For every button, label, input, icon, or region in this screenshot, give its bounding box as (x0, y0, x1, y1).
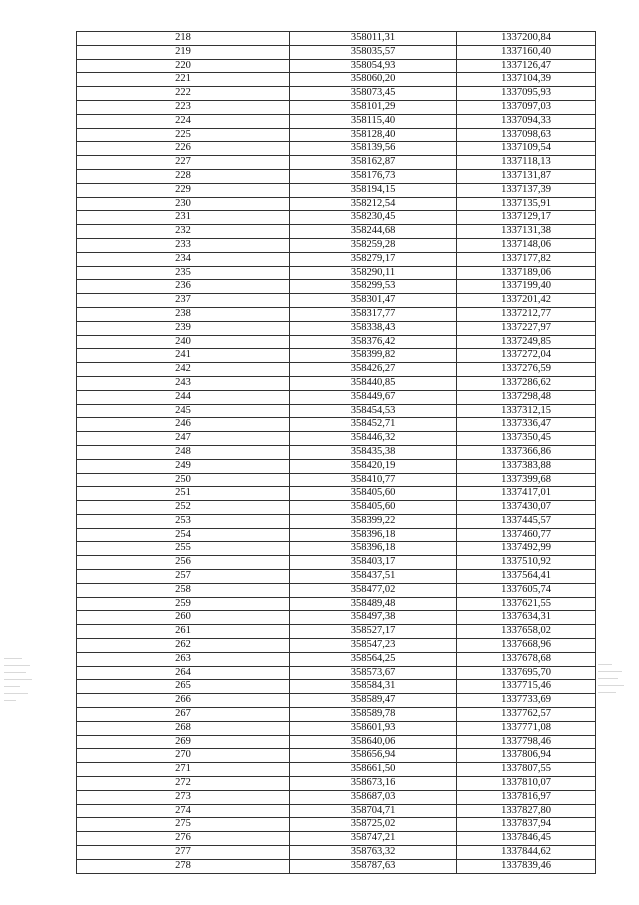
point-number-cell: 270 (77, 749, 290, 763)
point-number-cell: 271 (77, 763, 290, 777)
y-coordinate-cell: 1337762,57 (457, 708, 596, 722)
x-coordinate-cell: 358435,38 (290, 445, 457, 459)
x-coordinate-cell: 358139,56 (290, 142, 457, 156)
table-row (77, 542, 596, 556)
point-number-cell: 260 (77, 611, 290, 625)
x-coordinate-cell: 358035,57 (290, 45, 457, 59)
y-coordinate-cell: 1337131,38 (457, 225, 596, 239)
point-number-cell: 274 (77, 804, 290, 818)
y-coordinate-cell: 1337350,45 (457, 432, 596, 446)
y-coordinate-cell: 1337109,54 (457, 142, 596, 156)
table-row (77, 611, 596, 625)
y-coordinate-cell: 1337118,13 (457, 156, 596, 170)
x-coordinate-cell: 358420,19 (290, 459, 457, 473)
y-coordinate-cell: 1337810,07 (457, 777, 596, 791)
x-coordinate-cell: 358396,18 (290, 542, 457, 556)
x-coordinate-cell: 358426,27 (290, 363, 457, 377)
table-row (77, 832, 596, 846)
point-number-cell: 273 (77, 790, 290, 804)
point-number-cell: 255 (77, 542, 290, 556)
y-coordinate-cell: 1337336,47 (457, 418, 596, 432)
x-coordinate-cell: 358399,82 (290, 349, 457, 363)
table-row (77, 100, 596, 114)
point-number-cell: 263 (77, 652, 290, 666)
point-number-cell: 267 (77, 708, 290, 722)
point-number-cell: 254 (77, 528, 290, 542)
point-number-cell: 262 (77, 639, 290, 653)
coordinates-table-body (77, 32, 596, 874)
y-coordinate-cell: 1337846,45 (457, 832, 596, 846)
point-number-cell: 269 (77, 735, 290, 749)
table-row (77, 404, 596, 418)
table-row (77, 694, 596, 708)
point-number-cell: 249 (77, 459, 290, 473)
y-coordinate-cell: 1337417,01 (457, 487, 596, 501)
y-coordinate-cell: 1337137,39 (457, 183, 596, 197)
point-number-cell: 247 (77, 432, 290, 446)
point-number-cell: 218 (77, 32, 290, 46)
table-row (77, 763, 596, 777)
x-coordinate-cell: 358259,28 (290, 238, 457, 252)
x-coordinate-cell: 358115,40 (290, 114, 457, 128)
point-number-cell: 261 (77, 625, 290, 639)
table-row (77, 280, 596, 294)
point-number-cell: 224 (77, 114, 290, 128)
point-number-cell: 231 (77, 211, 290, 225)
y-coordinate-cell: 1337366,86 (457, 445, 596, 459)
point-number-cell: 252 (77, 501, 290, 515)
x-coordinate-cell: 358497,38 (290, 611, 457, 625)
x-coordinate-cell: 358527,17 (290, 625, 457, 639)
table-row (77, 721, 596, 735)
table-row (77, 238, 596, 252)
point-number-cell: 244 (77, 390, 290, 404)
y-coordinate-cell: 1337095,93 (457, 87, 596, 101)
point-number-cell: 240 (77, 335, 290, 349)
x-coordinate-cell: 358405,60 (290, 501, 457, 515)
table-row (77, 680, 596, 694)
y-coordinate-cell: 1337298,48 (457, 390, 596, 404)
x-coordinate-cell: 358317,77 (290, 307, 457, 321)
x-coordinate-cell: 358589,47 (290, 694, 457, 708)
y-coordinate-cell: 1337806,94 (457, 749, 596, 763)
point-number-cell: 259 (77, 597, 290, 611)
x-coordinate-cell: 358376,42 (290, 335, 457, 349)
point-number-cell: 253 (77, 514, 290, 528)
table-row (77, 114, 596, 128)
y-coordinate-cell: 1337492,99 (457, 542, 596, 556)
y-coordinate-cell: 1337564,41 (457, 570, 596, 584)
table-row (77, 570, 596, 584)
x-coordinate-cell: 358656,94 (290, 749, 457, 763)
x-coordinate-cell: 358601,93 (290, 721, 457, 735)
x-coordinate-cell: 358073,45 (290, 87, 457, 101)
table-row (77, 321, 596, 335)
point-number-cell: 226 (77, 142, 290, 156)
point-number-cell: 276 (77, 832, 290, 846)
table-row (77, 225, 596, 239)
point-number-cell: 229 (77, 183, 290, 197)
table-row (77, 652, 596, 666)
x-coordinate-cell: 358437,51 (290, 570, 457, 584)
y-coordinate-cell: 1337658,02 (457, 625, 596, 639)
y-coordinate-cell: 1337399,68 (457, 473, 596, 487)
y-coordinate-cell: 1337189,06 (457, 266, 596, 280)
table-row (77, 790, 596, 804)
table-row (77, 335, 596, 349)
x-coordinate-cell: 358396,18 (290, 528, 457, 542)
x-coordinate-cell: 358212,54 (290, 197, 457, 211)
table-row (77, 390, 596, 404)
y-coordinate-cell: 1337094,33 (457, 114, 596, 128)
y-coordinate-cell: 1337715,46 (457, 680, 596, 694)
point-number-cell: 237 (77, 294, 290, 308)
table-row (77, 211, 596, 225)
table-row (77, 266, 596, 280)
y-coordinate-cell: 1337227,97 (457, 321, 596, 335)
point-number-cell: 221 (77, 73, 290, 87)
y-coordinate-cell: 1337104,39 (457, 73, 596, 87)
y-coordinate-cell: 1337312,15 (457, 404, 596, 418)
x-coordinate-cell: 358054,93 (290, 59, 457, 73)
y-coordinate-cell: 1337510,92 (457, 556, 596, 570)
x-coordinate-cell: 358101,29 (290, 100, 457, 114)
table-row (77, 45, 596, 59)
point-number-cell: 243 (77, 376, 290, 390)
x-coordinate-cell: 358477,02 (290, 583, 457, 597)
table-row (77, 156, 596, 170)
x-coordinate-cell: 358410,77 (290, 473, 457, 487)
table-row (77, 528, 596, 542)
table-row (77, 859, 596, 873)
x-coordinate-cell: 358279,17 (290, 252, 457, 266)
point-number-cell: 257 (77, 570, 290, 584)
table-row (77, 708, 596, 722)
y-coordinate-cell: 1337827,80 (457, 804, 596, 818)
table-row (77, 73, 596, 87)
point-number-cell: 246 (77, 418, 290, 432)
y-coordinate-cell: 1337286,62 (457, 376, 596, 390)
x-coordinate-cell: 358763,32 (290, 846, 457, 860)
table-row (77, 445, 596, 459)
y-coordinate-cell: 1337177,82 (457, 252, 596, 266)
table-row (77, 487, 596, 501)
point-number-cell: 227 (77, 156, 290, 170)
y-coordinate-cell: 1337844,62 (457, 846, 596, 860)
y-coordinate-cell: 1337605,74 (457, 583, 596, 597)
x-coordinate-cell: 358290,11 (290, 266, 457, 280)
table-row (77, 197, 596, 211)
x-coordinate-cell: 358747,21 (290, 832, 457, 846)
x-coordinate-cell: 358787,63 (290, 859, 457, 873)
point-number-cell: 266 (77, 694, 290, 708)
x-coordinate-cell: 358573,67 (290, 666, 457, 680)
table-row (77, 556, 596, 570)
y-coordinate-cell: 1337798,46 (457, 735, 596, 749)
table-row (77, 252, 596, 266)
point-number-cell: 241 (77, 349, 290, 363)
x-coordinate-cell: 358725,02 (290, 818, 457, 832)
point-number-cell: 230 (77, 197, 290, 211)
table-row (77, 735, 596, 749)
point-number-cell: 275 (77, 818, 290, 832)
x-coordinate-cell: 358452,71 (290, 418, 457, 432)
table-row (77, 87, 596, 101)
y-coordinate-cell: 1337634,31 (457, 611, 596, 625)
table-row (77, 846, 596, 860)
x-coordinate-cell: 358454,53 (290, 404, 457, 418)
y-coordinate-cell: 1337678,68 (457, 652, 596, 666)
point-number-cell: 234 (77, 252, 290, 266)
y-coordinate-cell: 1337199,40 (457, 280, 596, 294)
y-coordinate-cell: 1337160,40 (457, 45, 596, 59)
y-coordinate-cell: 1337668,96 (457, 639, 596, 653)
y-coordinate-cell: 1337135,91 (457, 197, 596, 211)
point-number-cell: 258 (77, 583, 290, 597)
x-coordinate-cell: 358704,71 (290, 804, 457, 818)
table-row (77, 128, 596, 142)
table-row (77, 666, 596, 680)
x-coordinate-cell: 358589,78 (290, 708, 457, 722)
table-row (77, 749, 596, 763)
point-number-cell: 256 (77, 556, 290, 570)
coordinates-table (76, 31, 596, 874)
table-row (77, 349, 596, 363)
point-number-cell: 238 (77, 307, 290, 321)
table-row (77, 639, 596, 653)
table-row (77, 818, 596, 832)
x-coordinate-cell: 358640,06 (290, 735, 457, 749)
x-coordinate-cell: 358338,43 (290, 321, 457, 335)
y-coordinate-cell: 1337839,46 (457, 859, 596, 873)
x-coordinate-cell: 358584,31 (290, 680, 457, 694)
y-coordinate-cell: 1337733,69 (457, 694, 596, 708)
y-coordinate-cell: 1337771,08 (457, 721, 596, 735)
x-coordinate-cell: 358299,53 (290, 280, 457, 294)
x-coordinate-cell: 358489,48 (290, 597, 457, 611)
y-coordinate-cell: 1337272,04 (457, 349, 596, 363)
point-number-cell: 225 (77, 128, 290, 142)
y-coordinate-cell: 1337445,57 (457, 514, 596, 528)
point-number-cell: 236 (77, 280, 290, 294)
table-row (77, 183, 596, 197)
y-coordinate-cell: 1337430,07 (457, 501, 596, 515)
x-coordinate-cell: 358194,15 (290, 183, 457, 197)
table-row (77, 804, 596, 818)
point-number-cell: 265 (77, 680, 290, 694)
point-number-cell: 277 (77, 846, 290, 860)
y-coordinate-cell: 1337276,59 (457, 363, 596, 377)
x-coordinate-cell: 358060,20 (290, 73, 457, 87)
y-coordinate-cell: 1337816,97 (457, 790, 596, 804)
y-coordinate-cell: 1337201,42 (457, 294, 596, 308)
point-number-cell: 245 (77, 404, 290, 418)
x-coordinate-cell: 358673,16 (290, 777, 457, 791)
x-coordinate-cell: 358449,67 (290, 390, 457, 404)
scan-artifact-right (598, 664, 628, 699)
y-coordinate-cell: 1337621,55 (457, 597, 596, 611)
x-coordinate-cell: 358687,03 (290, 790, 457, 804)
table-row (77, 777, 596, 791)
y-coordinate-cell: 1337200,84 (457, 32, 596, 46)
y-coordinate-cell: 1337807,55 (457, 763, 596, 777)
table-row (77, 32, 596, 46)
x-coordinate-cell: 358564,25 (290, 652, 457, 666)
point-number-cell: 219 (77, 45, 290, 59)
point-number-cell: 272 (77, 777, 290, 791)
point-number-cell: 233 (77, 238, 290, 252)
x-coordinate-cell: 358403,17 (290, 556, 457, 570)
point-number-cell: 239 (77, 321, 290, 335)
table-row (77, 625, 596, 639)
point-number-cell: 222 (77, 87, 290, 101)
point-number-cell: 220 (77, 59, 290, 73)
table-row (77, 514, 596, 528)
table-row (77, 294, 596, 308)
point-number-cell: 223 (77, 100, 290, 114)
table-row (77, 59, 596, 73)
x-coordinate-cell: 358405,60 (290, 487, 457, 501)
y-coordinate-cell: 1337249,85 (457, 335, 596, 349)
x-coordinate-cell: 358301,47 (290, 294, 457, 308)
point-number-cell: 232 (77, 225, 290, 239)
point-number-cell: 268 (77, 721, 290, 735)
point-number-cell: 250 (77, 473, 290, 487)
x-coordinate-cell: 358011,31 (290, 32, 457, 46)
x-coordinate-cell: 358162,87 (290, 156, 457, 170)
table-row (77, 583, 596, 597)
y-coordinate-cell: 1337129,17 (457, 211, 596, 225)
table-row (77, 501, 596, 515)
table-row (77, 363, 596, 377)
y-coordinate-cell: 1337695,70 (457, 666, 596, 680)
x-coordinate-cell: 358176,73 (290, 169, 457, 183)
x-coordinate-cell: 358230,45 (290, 211, 457, 225)
y-coordinate-cell: 1337837,94 (457, 818, 596, 832)
y-coordinate-cell: 1337212,77 (457, 307, 596, 321)
point-number-cell: 235 (77, 266, 290, 280)
x-coordinate-cell: 358440,85 (290, 376, 457, 390)
y-coordinate-cell: 1337131,87 (457, 169, 596, 183)
point-number-cell: 248 (77, 445, 290, 459)
y-coordinate-cell: 1337383,88 (457, 459, 596, 473)
table-row (77, 376, 596, 390)
y-coordinate-cell: 1337460,77 (457, 528, 596, 542)
x-coordinate-cell: 358244,68 (290, 225, 457, 239)
point-number-cell: 228 (77, 169, 290, 183)
table-row (77, 418, 596, 432)
x-coordinate-cell: 358446,32 (290, 432, 457, 446)
point-number-cell: 264 (77, 666, 290, 680)
x-coordinate-cell: 358128,40 (290, 128, 457, 142)
table-row (77, 142, 596, 156)
y-coordinate-cell: 1337097,03 (457, 100, 596, 114)
table-row (77, 307, 596, 321)
point-number-cell: 251 (77, 487, 290, 501)
scan-artifact-left (4, 658, 34, 707)
point-number-cell: 242 (77, 363, 290, 377)
y-coordinate-cell: 1337126,47 (457, 59, 596, 73)
y-coordinate-cell: 1337148,06 (457, 238, 596, 252)
table-row (77, 473, 596, 487)
y-coordinate-cell: 1337098,63 (457, 128, 596, 142)
table-row (77, 459, 596, 473)
x-coordinate-cell: 358547,23 (290, 639, 457, 653)
x-coordinate-cell: 358661,50 (290, 763, 457, 777)
table-row (77, 169, 596, 183)
point-number-cell: 278 (77, 859, 290, 873)
table-row (77, 597, 596, 611)
x-coordinate-cell: 358399,22 (290, 514, 457, 528)
table-row (77, 432, 596, 446)
